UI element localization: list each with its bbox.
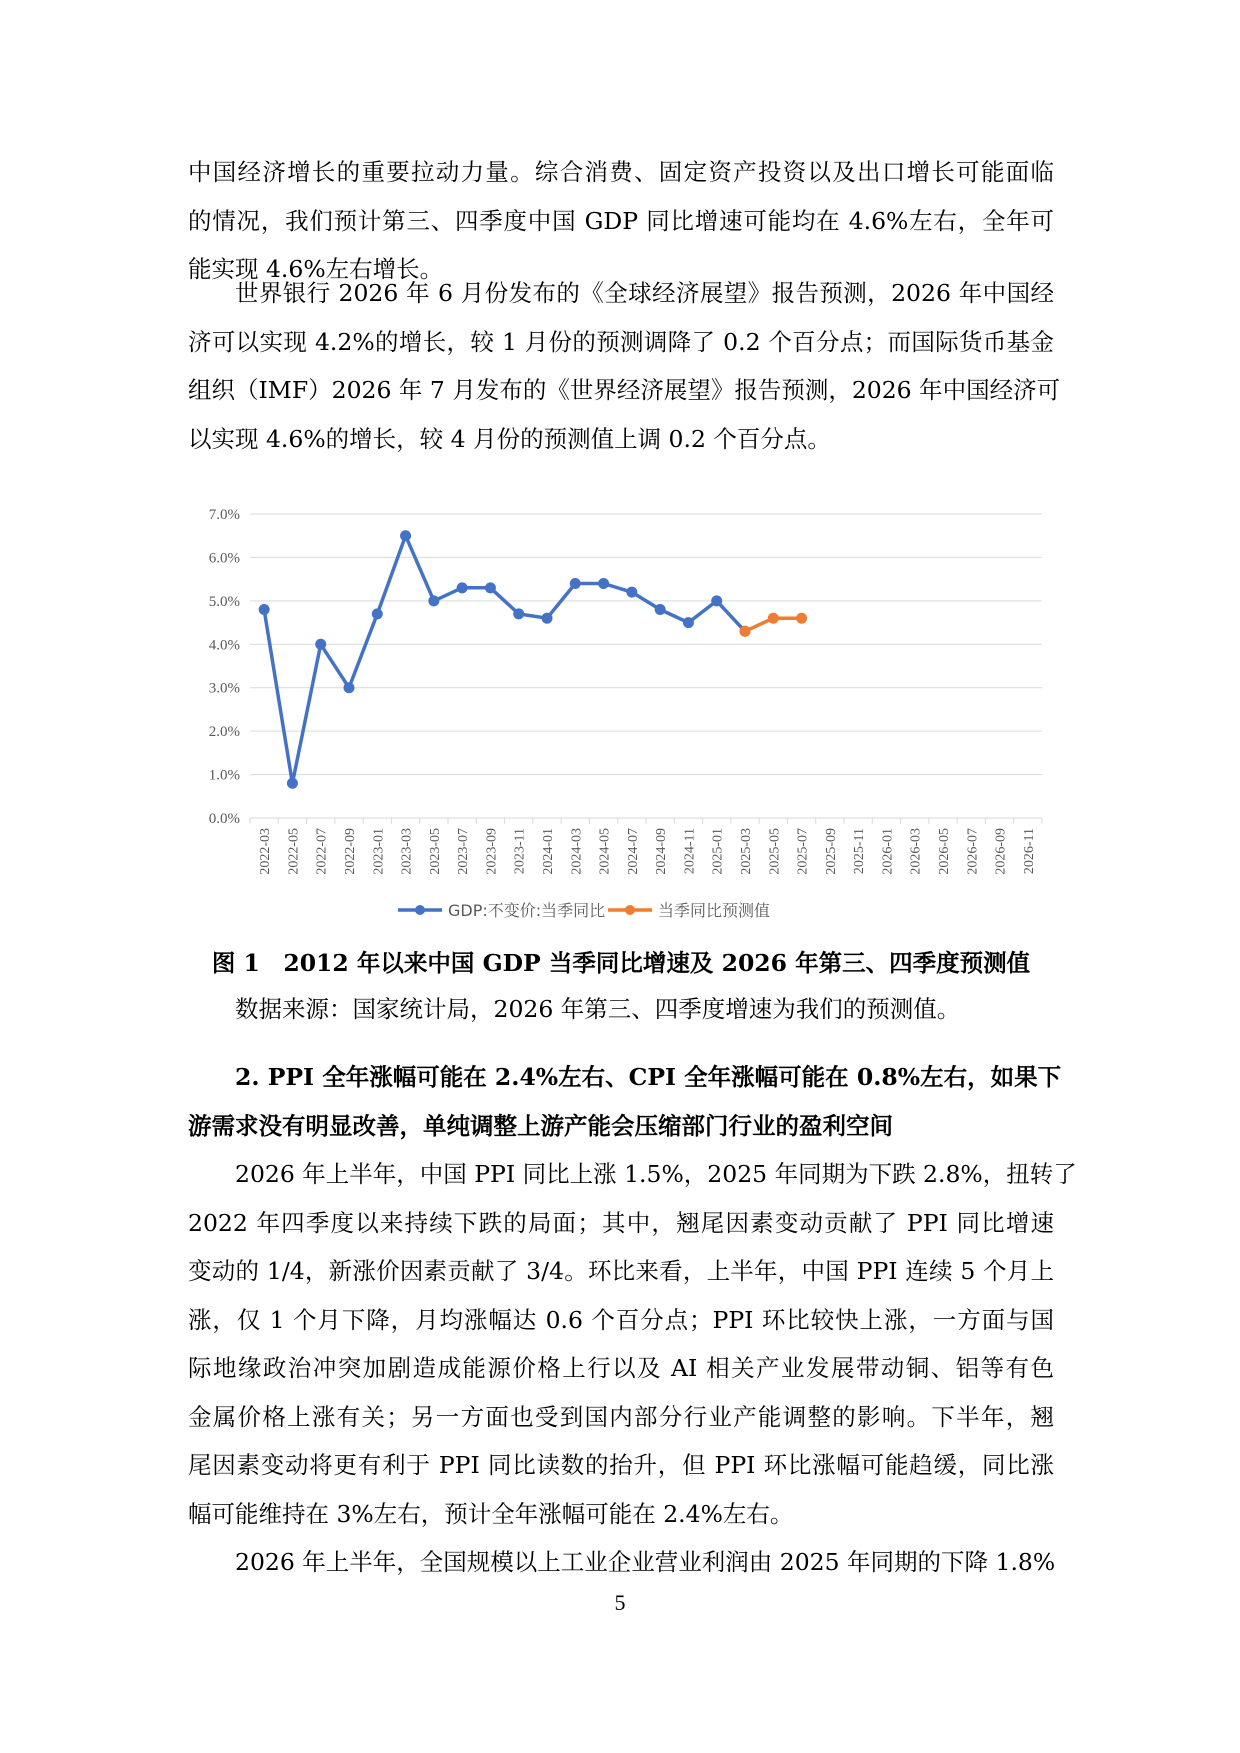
y-tick-label: 5.0%	[208, 593, 240, 610]
x-tick-label: 2024-09	[654, 828, 670, 875]
text-line: 涨，仅 1 个月下降，月均涨幅达 0.6 个百分点；PPI 环比较快上涨，一方面与国	[188, 1305, 1054, 1334]
text-line: 金属价格上涨有关；另一方面也受到国内部分行业产能调整的影响。下半年，翘	[188, 1402, 1054, 1431]
y-tick-label: 1.0%	[208, 767, 240, 784]
data-point	[655, 604, 666, 615]
x-tick-label: 2026-09	[993, 828, 1009, 875]
legend-swatch-marker	[415, 905, 425, 915]
x-tick-label: 2023-01	[371, 828, 387, 875]
figure-caption: 图 1 2012 年以来中国 GDP 当季同比增速及 2026 年第三、四季度预测值	[211, 949, 1031, 977]
y-tick-label: 3.0%	[208, 680, 240, 697]
x-tick-label: 2025-03	[739, 828, 754, 875]
x-tick-label: 2025-01	[710, 828, 726, 875]
data-point	[570, 578, 581, 589]
data-point	[344, 682, 355, 693]
chart-series	[259, 530, 807, 789]
x-tick-label: 2023-03	[399, 828, 415, 875]
x-tick-label: 2025-07	[795, 828, 811, 875]
data-point	[796, 613, 807, 624]
x-tick-label: 2023-05	[427, 828, 443, 875]
x-tick-label: 2022-07	[314, 828, 330, 875]
x-tick-label: 2024-03	[569, 828, 585, 875]
x-tick-label: 2024-11	[682, 828, 698, 875]
figure-source: 数据来源：国家统计局，2026 年第三、四季度增速为我们的预测值。	[235, 995, 961, 1023]
y-tick-label: 4.0%	[208, 637, 240, 654]
x-tick-label: 2022-05	[286, 828, 302, 875]
data-point	[542, 613, 553, 624]
x-tick-label: 2025-09	[823, 828, 839, 875]
x-tick-label: 2022-09	[343, 828, 358, 875]
x-tick-label: 2023-11	[512, 828, 528, 875]
x-tick-label: 2024-05	[597, 828, 613, 875]
data-point	[683, 617, 694, 628]
x-tick-label: 2025-05	[767, 828, 783, 875]
y-tick-label: 7.0%	[208, 507, 240, 523]
x-tick-label: 2026-01	[880, 828, 896, 875]
paragraph-4	[188, 1538, 1054, 1587]
data-point	[740, 626, 751, 637]
legend-label: GDP:不变价:当季同比	[448, 901, 606, 920]
data-point	[315, 639, 326, 650]
heading-line: 2. PPI 全年涨幅可能在 2.4%左右、CPI 全年涨幅可能在 0.8%左右，如果下	[235, 1063, 1062, 1091]
paragraph-3	[188, 1150, 1077, 1538]
data-point	[287, 778, 298, 789]
text-line: 世界银行 2026 年 6 月份发布的《全球经济展望》报告预测，2026 年中国经	[235, 279, 1054, 307]
data-point	[768, 613, 779, 624]
chart-gridlines	[250, 514, 1042, 818]
data-point	[259, 604, 270, 615]
x-tick-label: 2023-09	[484, 828, 500, 875]
text-line: 尾因素变动将更有利于 PPI 同比读数的抬升，但 PPI 环比涨幅可能趋缓，同比涨	[188, 1451, 1054, 1479]
page-number: 5	[614, 1590, 626, 1615]
x-tick-label: 2022-03	[258, 828, 274, 875]
text-line: 幅可能维持在 3%左右，预计全年涨幅可能在 2.4%左右。	[188, 1499, 794, 1528]
heading-line: 游需求没有明显改善，单纯调整上游产能会压缩部门行业的盈利空间	[188, 1111, 893, 1140]
data-point	[372, 608, 383, 619]
x-axis	[250, 818, 1042, 875]
text-line: 能实现 4.6%左右增长。	[188, 255, 444, 283]
text-line: 以实现 4.6%的增长，较 4 月份的预测值上调 0.2 个百分点。	[188, 424, 831, 453]
series-line	[264, 536, 745, 784]
data-point	[513, 608, 524, 619]
y-tick-label: 0.0%	[208, 811, 240, 827]
y-tick-label: 6.0%	[208, 550, 240, 567]
text-line: 2026 年上半年，全国规模以上工业企业营业利润由 2025 年同期的下降 1.8%	[235, 1548, 1056, 1576]
data-point	[457, 582, 468, 593]
legend-label: 当季同比预测值	[658, 901, 771, 920]
data-point	[711, 595, 722, 606]
x-tick-label: 2026-07	[965, 828, 981, 875]
y-tick-label: 2.0%	[208, 724, 240, 741]
data-point	[428, 595, 439, 606]
text-line: 中国经济增长的重要拉动力量。综合消费、固定资产投资以及出口增长可能面临	[188, 158, 1054, 186]
x-tick-label: 2026-11	[1021, 828, 1037, 875]
y-axis	[209, 507, 240, 827]
data-point	[598, 578, 609, 589]
data-point	[400, 530, 411, 541]
x-tick-label: 2023-07	[456, 828, 472, 875]
text-line: 组织（IMF）2026 年 7 月发布的《世界经济展望》报告预测，2026 年中国经济可	[188, 376, 1061, 404]
section-heading	[188, 1053, 1062, 1150]
x-tick-label: 2026-03	[908, 828, 924, 875]
x-tick-label: 2024-01	[541, 828, 556, 875]
text-line: 际地缘政治冲突加剧造成能源价格上行以及 AI 相关产业发展带动铜、铝等有色	[188, 1354, 1054, 1382]
text-line: 变动的 1/4，新涨价因素贡献了 3/4。环比来看，上半年，中国 PPI 连续 5 个月上	[188, 1257, 1054, 1285]
paragraph-2	[188, 269, 1061, 463]
text-line: 2022 年四季度以来持续下跌的局面；其中，翘尾因素变动贡献了 PPI 同比增速	[188, 1208, 1054, 1237]
data-point	[626, 587, 637, 598]
text-line: 济可以实现 4.2%的增长，较 1 月份的预测调降了 0.2 个百分点；而国际货币基金	[188, 327, 1054, 356]
text-line: 的情况，我们预计第三、四季度中国 GDP 同比增速可能均在 4.6%左右，全年可	[188, 206, 1054, 235]
x-tick-label: 2025-11	[852, 828, 868, 875]
x-tick-label: 2026-05	[937, 828, 952, 875]
gdp-line-chart	[188, 500, 1054, 940]
data-point	[485, 582, 496, 593]
legend-swatch-marker	[625, 905, 635, 915]
chart-legend	[398, 901, 770, 920]
x-tick-label: 2024-07	[625, 828, 641, 875]
text-line: 2026 年上半年，中国 PPI 同比上涨 1.5%，2025 年同期为下跌 2.8%，扭转了	[235, 1160, 1077, 1188]
